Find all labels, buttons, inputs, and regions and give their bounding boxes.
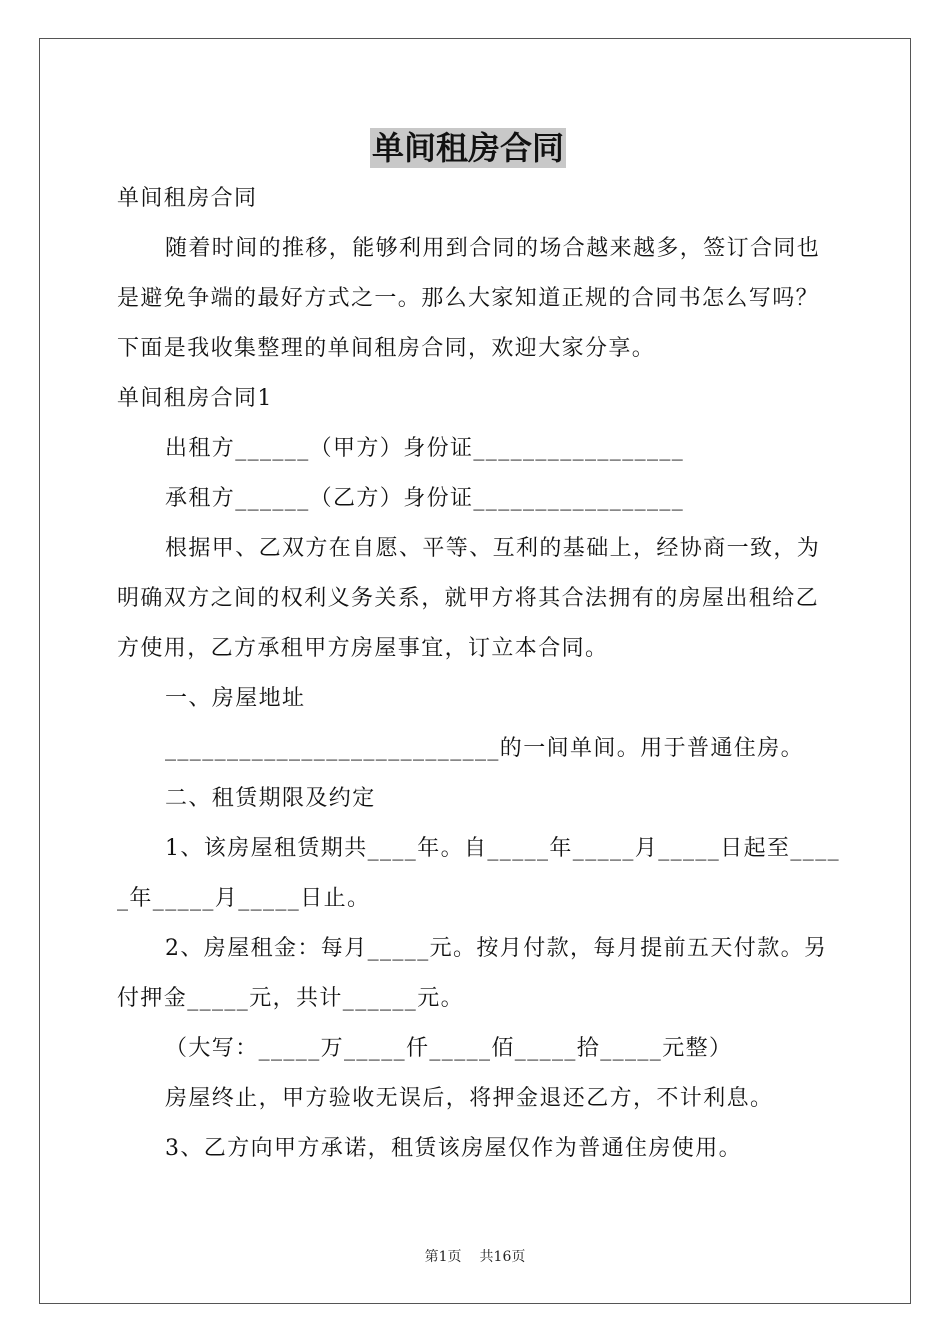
lessor-line: 出租方______（甲方）身份证_________________ [165,436,685,461]
intro-line-1: 随着时间的推移，能够利用到合同的场合越来越多，签订合同也 [165,236,821,261]
page-number: 第1页 [424,1249,462,1265]
clause-heading-address: 一、房屋地址 [165,686,306,711]
intro-line-2: 是避免争端的最好方式之一。那么大家知道正规的合同书怎么写吗？ [117,286,820,311]
term-line-2: _年_____月_____日止。 [117,886,371,911]
usage-promise-line: 3、乙方向甲方承诺，租赁该房屋仅作为普通住房使用。 [165,1136,742,1161]
subtitle-line: 单间租房合同 [117,186,258,211]
rent-line-1: 2、房屋租金：每月_____元。按月付款，每月提前五天付款。另 [165,936,828,961]
page-total: 共16页 [479,1249,526,1265]
preamble-line-1: 根据甲、乙双方在自愿、平等、互利的基础上，经协商一致，为 [165,536,821,561]
page-footer [0,1248,950,1266]
lessee-line: 承租方______（乙方）身份证_________________ [165,486,685,511]
rent-line-2: 付押金_____元，共计______元。 [117,986,465,1011]
address-line: ___________________________的一间单间。用于普通住房。 [165,736,805,761]
preamble-line-2: 明确双方之间的权利义务关系，就甲方将其合法拥有的房屋出租给乙 [117,586,820,611]
section-heading-1: 单间租房合同1 [117,386,273,411]
document-title: 单间租房合同 [372,129,565,167]
intro-line-3: 下面是我收集整理的单间租房合同，欢迎大家分享。 [117,336,656,361]
term-line-1: 1、该房屋租赁期共____年。自_____年_____月_____日起至____ [165,836,840,861]
amount-in-words-line: （大写：_____万_____仟_____佰_____拾_____元整） [165,1036,733,1061]
page-border [39,38,911,1304]
clause-heading-term: 二、租赁期限及约定 [165,786,376,811]
deposit-return-line: 房屋终止，甲方验收无误后，将押金退还乙方，不计利息。 [165,1086,774,1111]
preamble-line-3: 方使用，乙方承租甲方房屋事宜，订立本合同。 [117,636,609,661]
